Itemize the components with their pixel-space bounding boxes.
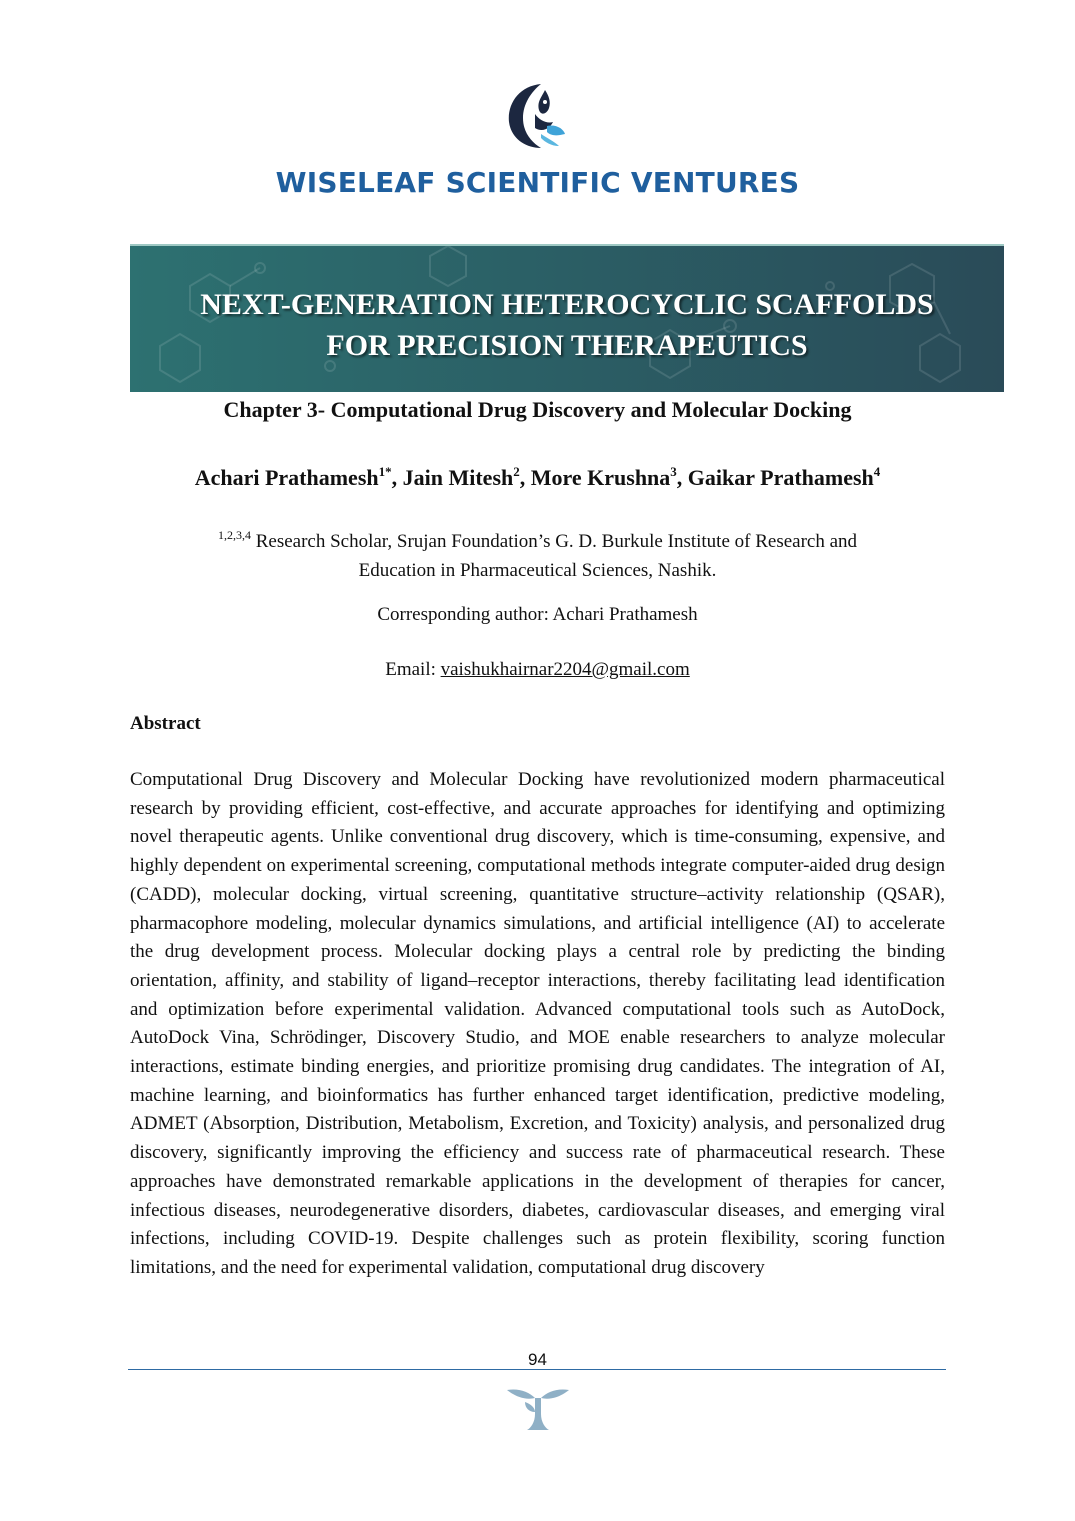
affiliation-line2: Education in Pharmaceutical Sciences, Nashik. bbox=[358, 560, 717, 581]
author-separator: , bbox=[676, 465, 688, 490]
affiliation-mark: 1,2,3,4 bbox=[217, 528, 251, 542]
author-name: More Krushna bbox=[530, 465, 671, 490]
leaf-footer-icon bbox=[505, 1384, 571, 1432]
author-list bbox=[0, 464, 1075, 491]
book-title-line1: NEXT-GENERATION HETEROCYCLIC SCAFFOLDS bbox=[200, 288, 934, 321]
author-name: Achari Prathamesh bbox=[194, 465, 379, 490]
footer-divider bbox=[128, 1369, 946, 1370]
author-affiliation-mark: 3 bbox=[670, 464, 677, 479]
author-separator: , bbox=[391, 465, 403, 490]
email-line bbox=[0, 659, 1075, 681]
author-affiliation-mark: 2 bbox=[513, 464, 520, 479]
wiseleaf-logo-icon bbox=[501, 80, 573, 152]
chapter-title: Chapter 3- Computational Drug Discovery and Molecular Docking bbox=[223, 397, 852, 422]
author-separator: , bbox=[519, 465, 531, 490]
corresponding-author: Corresponding author: Achari Prathamesh bbox=[377, 604, 698, 625]
page-number: 94 bbox=[528, 1350, 547, 1369]
book-title bbox=[130, 284, 1004, 366]
author-name: Gaikar Prathamesh bbox=[687, 465, 874, 490]
abstract-text: Computational Drug Discovery and Molecular Docking have revolutionized modern pharmaceutical research by providing efficient, cost-effective, and accurate approaches for identifying and optimizing novel therapeutic agents. Unlike conventional drug discovery, which is time-consuming, expensive, and highly dependent on experimental screening, computational methods integrate computer-aided drug design (CADD), molecular docking, virtual screening, quantitative structure–activity relationship (QSAR), pharmacophore modeling, molecular dynamics simulations, and artificial intelligence (AI) to accelerate the drug development process. Molecular docking plays a central role by predicting the binding orientation, affinity, and stability of ligand–receptor interactions, thereby facilitating lead identification and optimization before experimental validation. Advanced computational tools such as AutoDock, AutoDock Vina, Schrödinger, Discovery Studio, and MOE enable researchers to analyze molecular interactions, estimate binding energies, and prioritize promising drug candidates. The integration of AI, machine learning, and bioinformatics has further enhanced target identification, predictive modeling, ADMET (Absorption, Distribution, Metabolism, Excretion, and Toxicity) analysis, and personalized drug discovery, significantly improving the efficiency and success rate of pharmaceutical research. These approaches have demonstrated remarkable applications in the development of therapies for cancer, infectious diseases, neurodegenerative disorders, diabetes, cardiovascular diseases, and emerging viral infections, including COVID-19. Despite challenges such as protein flexibility, scoring function limitations, and the need for experimental validation, computational drug discovery bbox=[130, 769, 945, 1278]
affiliation bbox=[0, 521, 1075, 585]
abstract-heading: Abstract bbox=[130, 713, 201, 734]
affiliation-line1: Research Scholar, Srujan Foundation’s G. D. Burkule Institute of Research and bbox=[250, 531, 858, 552]
book-title-banner bbox=[130, 244, 1004, 392]
email-label: Email: bbox=[385, 659, 441, 680]
email-link[interactable]: vaishukhairnar2204@gmail.com bbox=[440, 659, 690, 680]
publisher-name: WISELEAF SCIENTIFIC VENTURES bbox=[275, 166, 800, 199]
author-name: Jain Mitesh bbox=[402, 465, 514, 490]
book-title-line2: FOR PRECISION THERAPEUTICS bbox=[326, 329, 808, 362]
author-affiliation-mark: 4 bbox=[873, 464, 881, 479]
author-affiliation-mark: 1* bbox=[378, 464, 392, 479]
